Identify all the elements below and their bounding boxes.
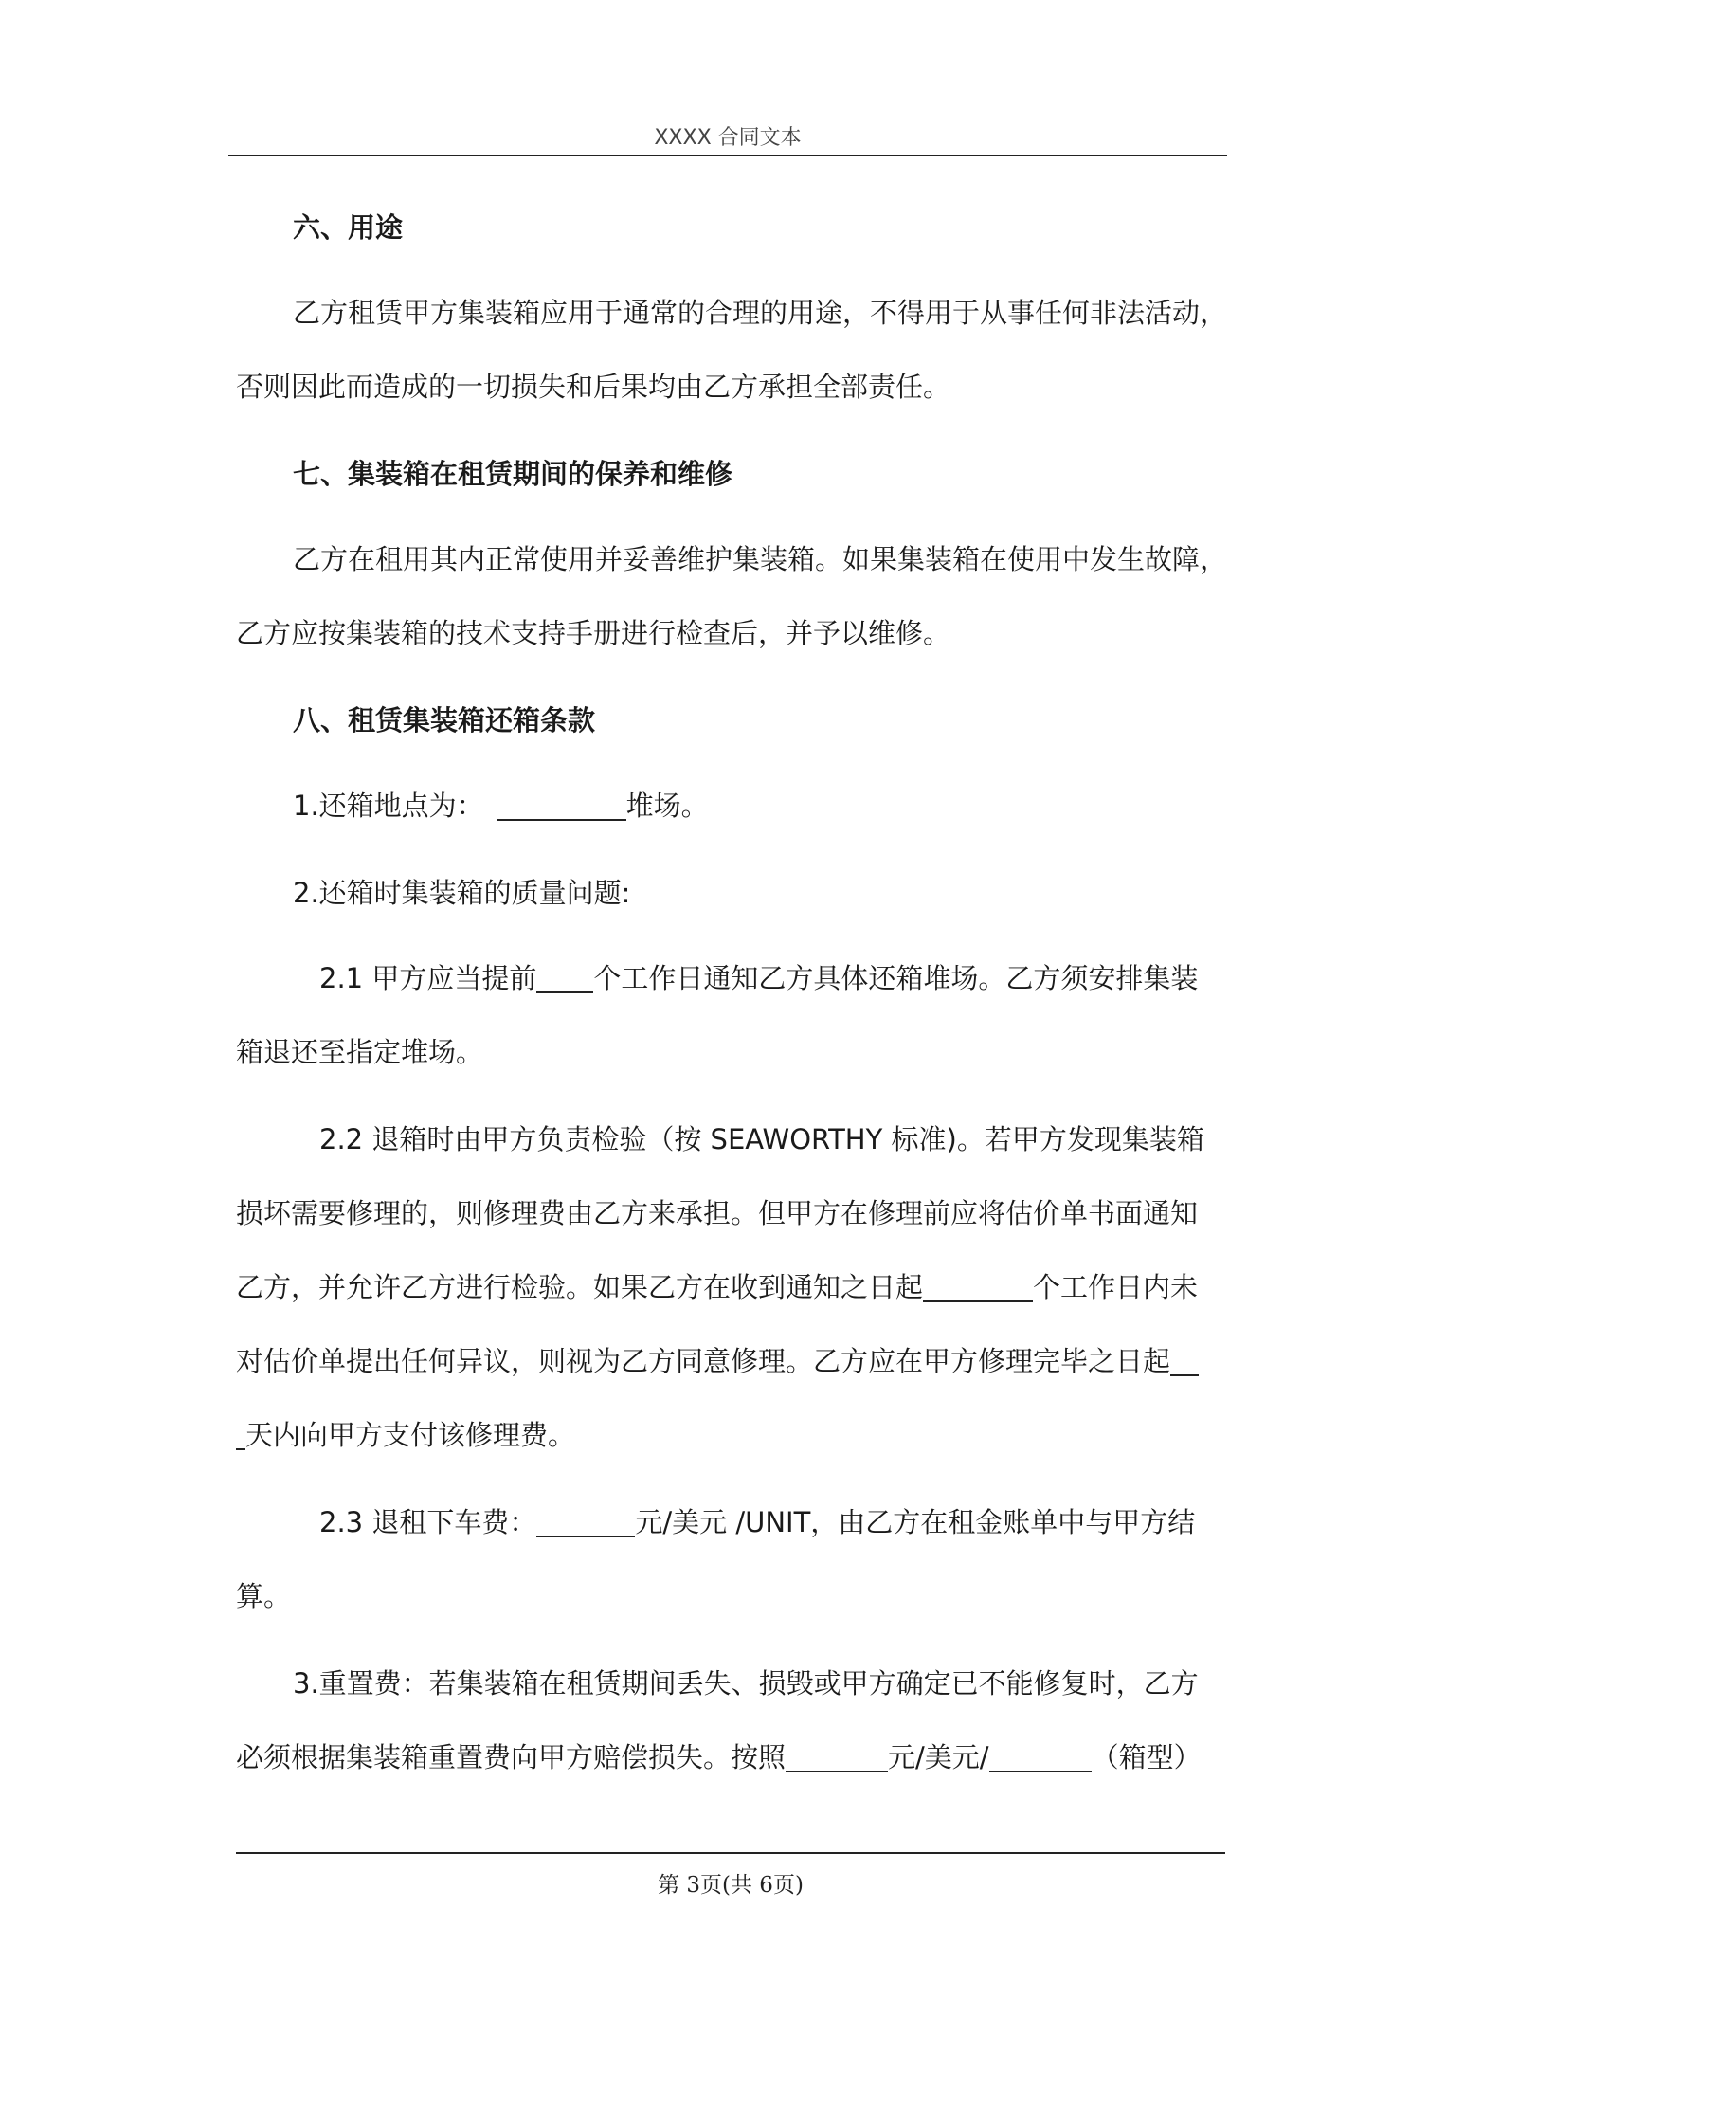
section-6-heading: 六、用途 bbox=[293, 211, 404, 244]
objection-days-blank[interactable] bbox=[923, 1272, 1033, 1302]
section-6-paragraph-line-1: 乙方租赁甲方集装箱应用于通常的合理的用途，不得用于从事任何非法活动， bbox=[293, 297, 1228, 329]
item-2-2-line-3-prefix: 乙方，并允许乙方进行检验。如果乙方在收到通知之日起 bbox=[236, 1271, 924, 1303]
section-8-heading: 八、租赁集装箱还箱条款 bbox=[293, 704, 596, 736]
item-2-quality: 2.还箱时集装箱的质量问题: bbox=[293, 877, 631, 909]
replacement-cost-blank[interactable] bbox=[786, 1742, 888, 1772]
item-2-1-line-2: 箱退还至指定堆场。 bbox=[236, 1036, 484, 1068]
section-7-paragraph-line-1: 乙方在租用其内正常使用并妥善维护集装箱。如果集装箱在使用中发生故障， bbox=[293, 543, 1228, 575]
item-2-1-prefix: 2.1 甲方应当提前 bbox=[319, 962, 537, 994]
item-1-suffix: 堆场。 bbox=[625, 790, 709, 822]
section-6-paragraph-line-2: 否则因此而造成的一切损失和后果均由乙方承担全部责任。 bbox=[236, 371, 951, 403]
notice-days-blank[interactable] bbox=[536, 963, 593, 993]
item-3-line-2-middle: 元/美元/ bbox=[888, 1741, 989, 1773]
item-2-3-suffix: 元/美元 /UNIT，由乙方在租金账单中与甲方结 bbox=[635, 1506, 1196, 1538]
item-3-line-2 bbox=[236, 1738, 1240, 1776]
item-1-return-location bbox=[293, 787, 1297, 825]
item-3-line-2-suffix: （箱型） bbox=[1091, 1741, 1202, 1773]
footer-divider bbox=[236, 1852, 1225, 1854]
page-number: 第 3页(共 6页) bbox=[658, 1873, 804, 1898]
item-2-2-line-5-text: 天内向甲方支付该修理费。 bbox=[245, 1419, 576, 1451]
item-2-2-line-2: 损坏需要修理的，则修理费由乙方来承担。但甲方在修理前应将估价单书面通知 bbox=[236, 1197, 1199, 1229]
off-hire-fee-blank[interactable] bbox=[536, 1507, 635, 1537]
container-type-blank[interactable] bbox=[989, 1742, 1092, 1772]
item-2-2-line-4 bbox=[236, 1342, 1240, 1380]
repair-payment-days-blank-part-1[interactable] bbox=[1170, 1346, 1199, 1376]
item-2-2-line-5 bbox=[236, 1416, 1240, 1454]
section-7-paragraph-line-2: 乙方应按集装箱的技术支持手册进行检查后，并予以维修。 bbox=[236, 617, 951, 649]
item-1-label: 1.还箱地点为： bbox=[293, 790, 484, 822]
item-3-line-2-prefix: 必须根据集装箱重置费向甲方赔偿损失。按照 bbox=[236, 1741, 787, 1773]
item-2-3-prefix: 2.3 退租下车费： bbox=[319, 1506, 537, 1538]
repair-payment-days-blank-part-2[interactable] bbox=[236, 1420, 245, 1450]
item-2-2-line-3 bbox=[236, 1268, 1240, 1306]
item-2-3-line-1 bbox=[319, 1503, 1324, 1541]
item-2-2-line-1: 2.2 退箱时由甲方负责检验（按 SEAWORTHY 标准)。若甲方发现集装箱 bbox=[319, 1123, 1204, 1155]
item-2-1-suffix: 个工作日通知乙方具体还箱堆场。乙方须安排集装 bbox=[593, 962, 1199, 994]
page-header: XXXX 合同文本 bbox=[654, 126, 802, 150]
header-divider bbox=[228, 155, 1227, 156]
item-2-3-line-2: 算。 bbox=[236, 1580, 292, 1612]
item-2-2-line-3-suffix: 个工作日内未 bbox=[1033, 1271, 1199, 1303]
item-2-1-line-1 bbox=[319, 959, 1324, 997]
item-2-2-line-4-text: 对估价单提出任何异议，则视为乙方同意修理。乙方应在甲方修理完毕之日起 bbox=[236, 1345, 1171, 1377]
return-location-blank[interactable] bbox=[497, 791, 626, 821]
item-3-line-1: 3.重置费：若集装箱在租赁期间丢失、损毁或甲方确定已不能修复时，乙方 bbox=[293, 1667, 1199, 1700]
section-7-heading: 七、集装箱在租赁期间的保养和维修 bbox=[293, 458, 733, 490]
